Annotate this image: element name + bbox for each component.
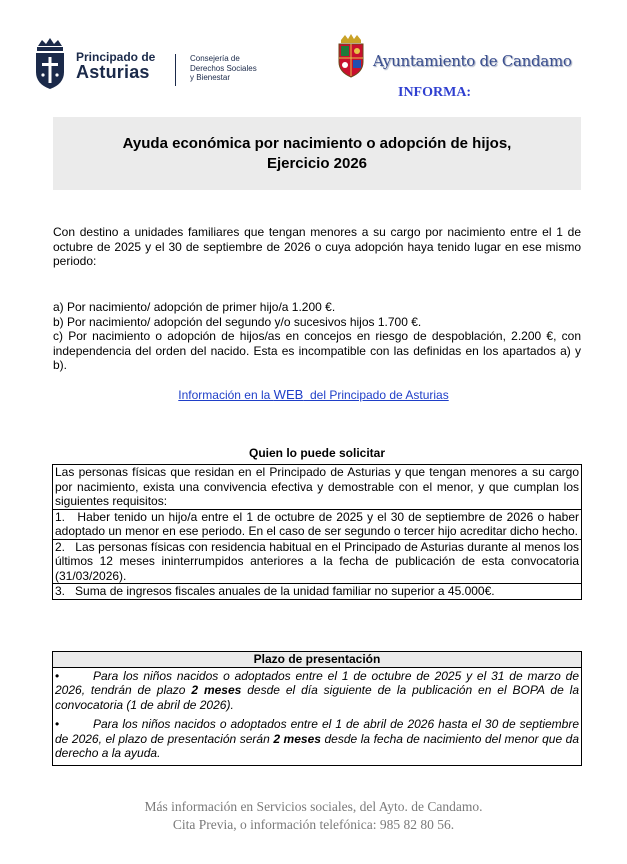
- requirements-box: [52, 464, 582, 600]
- header-divider: [175, 54, 176, 86]
- consejeria-line: y Bienestar: [190, 73, 231, 82]
- plazo-text: desde la fecha de nacimiento del menor que da derecho a la ayuda.: [55, 731, 580, 760]
- requirements-intro: Las personas físicas que residan en el Principado de Asturias y que tengan menores a su cargo por nacimiento, exista una convivencia efectiva y demostrable con el menor, y que cumplan los siguientes requisitos:: [55, 465, 579, 508]
- footer: [0, 798, 627, 834]
- link-suffix[interactable]: del Principado de Asturias: [303, 388, 449, 402]
- plazo-item: [53, 716, 581, 765]
- link-web[interactable]: WEB: [273, 387, 304, 402]
- principado-line2: Asturias: [76, 62, 150, 82]
- amount-item: b) Por nacimiento/ adopción del segundo y/o sucesivos hijos 1.700 €.: [53, 314, 422, 329]
- page-title: Ayuda económica por nacimiento o adopción de hijos,: [122, 134, 512, 152]
- requirement-item: 2. Las personas físicas con residencia habitual en el Principado de Asturias durante al menos los últimos 12 meses ininterrumpidos anteriores a la fecha de publicación de esta convocatoria (31/03/2026).: [55, 539, 583, 583]
- footer-info-line: Más información en Servicios sociales, del Ayto. de Candamo.: [144, 799, 483, 814]
- plazo-emphasis: 2 meses: [191, 683, 242, 697]
- link-prefix[interactable]: Información en la: [178, 388, 274, 402]
- consejeria-line: Derechos Sociales: [190, 63, 257, 73]
- principado-web-link[interactable]: [178, 388, 448, 402]
- plazo-text: Para los niños nacidos o adoptados entre el 1 de abril de 2026 hasta el 30 de septiembre de 2026, el plazo de presentación serán: [55, 717, 579, 746]
- principado-line1: Principado de: [76, 50, 156, 64]
- intro-paragraph: Con destino a unidades familiares que tengan menores a su cargo por nacimiento entre el 1 de octubre de 2025 y el 30 de septiembre de 2026 o cuya adopción haya tenido lugar en ese mismo periodo:: [53, 225, 581, 268]
- amount-item: a) Por nacimiento/ adopción de primer hijo/a 1.200 €.: [53, 300, 336, 314]
- requirement-item: 3. Suma de ingresos fiscales anuales de la unidad familiar no superior a 45.000€.: [53, 583, 581, 599]
- plazo-item: [53, 668, 581, 717]
- bullet-icon: •: [55, 668, 60, 683]
- page-subtitle: Ejercicio 2026: [266, 154, 368, 172]
- requirement-item: 1. Haber tenido un hijo/a entre el 1 de octubre de 2025 y el 30 de septiembre de 2026 o haber adoptado un menor en ese periodo. En el caso de ser segundo o tercer hijo acreditar dicho hecho.: [55, 509, 583, 538]
- principado-logo: [32, 36, 282, 92]
- asturias-crest-icon: [32, 36, 68, 92]
- plazo-text: desde el día siguiente de la publicación en el BOPA de la convocatoria (1 de abril de 2026).: [55, 683, 580, 712]
- plazo-title: Plazo de presentación: [53, 652, 581, 668]
- ayuntamiento-name: Ayuntamiento de Candamo: [373, 52, 572, 70]
- quien-title: Quien lo puede solicitar: [248, 446, 386, 460]
- plazo-box: [52, 651, 582, 766]
- title-box: [53, 117, 581, 190]
- amount-item: c) Por nacimiento o adopción de hijos/as en concejos en riesgo de despoblación, 2.200 €, con independencia del orden del nacido. Esta es incompatible con las definidas en los apartados a) y b).: [53, 329, 581, 372]
- informa-label: INFORMA:: [398, 85, 472, 100]
- plazo-text: Para los niños nacidos o adoptados entre el 1 de octubre de 2025 y el 31 de marzo de 2026, tendrán de plazo: [55, 668, 579, 697]
- web-link-line: [0, 387, 627, 402]
- plazo-emphasis: 2 meses: [273, 731, 321, 746]
- bullet-icon: •: [55, 717, 60, 731]
- candamo-shield-icon: [337, 34, 365, 78]
- amounts-list: [53, 300, 581, 373]
- consejeria-line: Consejería de: [190, 54, 240, 63]
- footer-phone-line: Cita Previa, o información telefónica: 985 82 80 56.: [172, 817, 455, 832]
- consejeria-label: [190, 54, 257, 83]
